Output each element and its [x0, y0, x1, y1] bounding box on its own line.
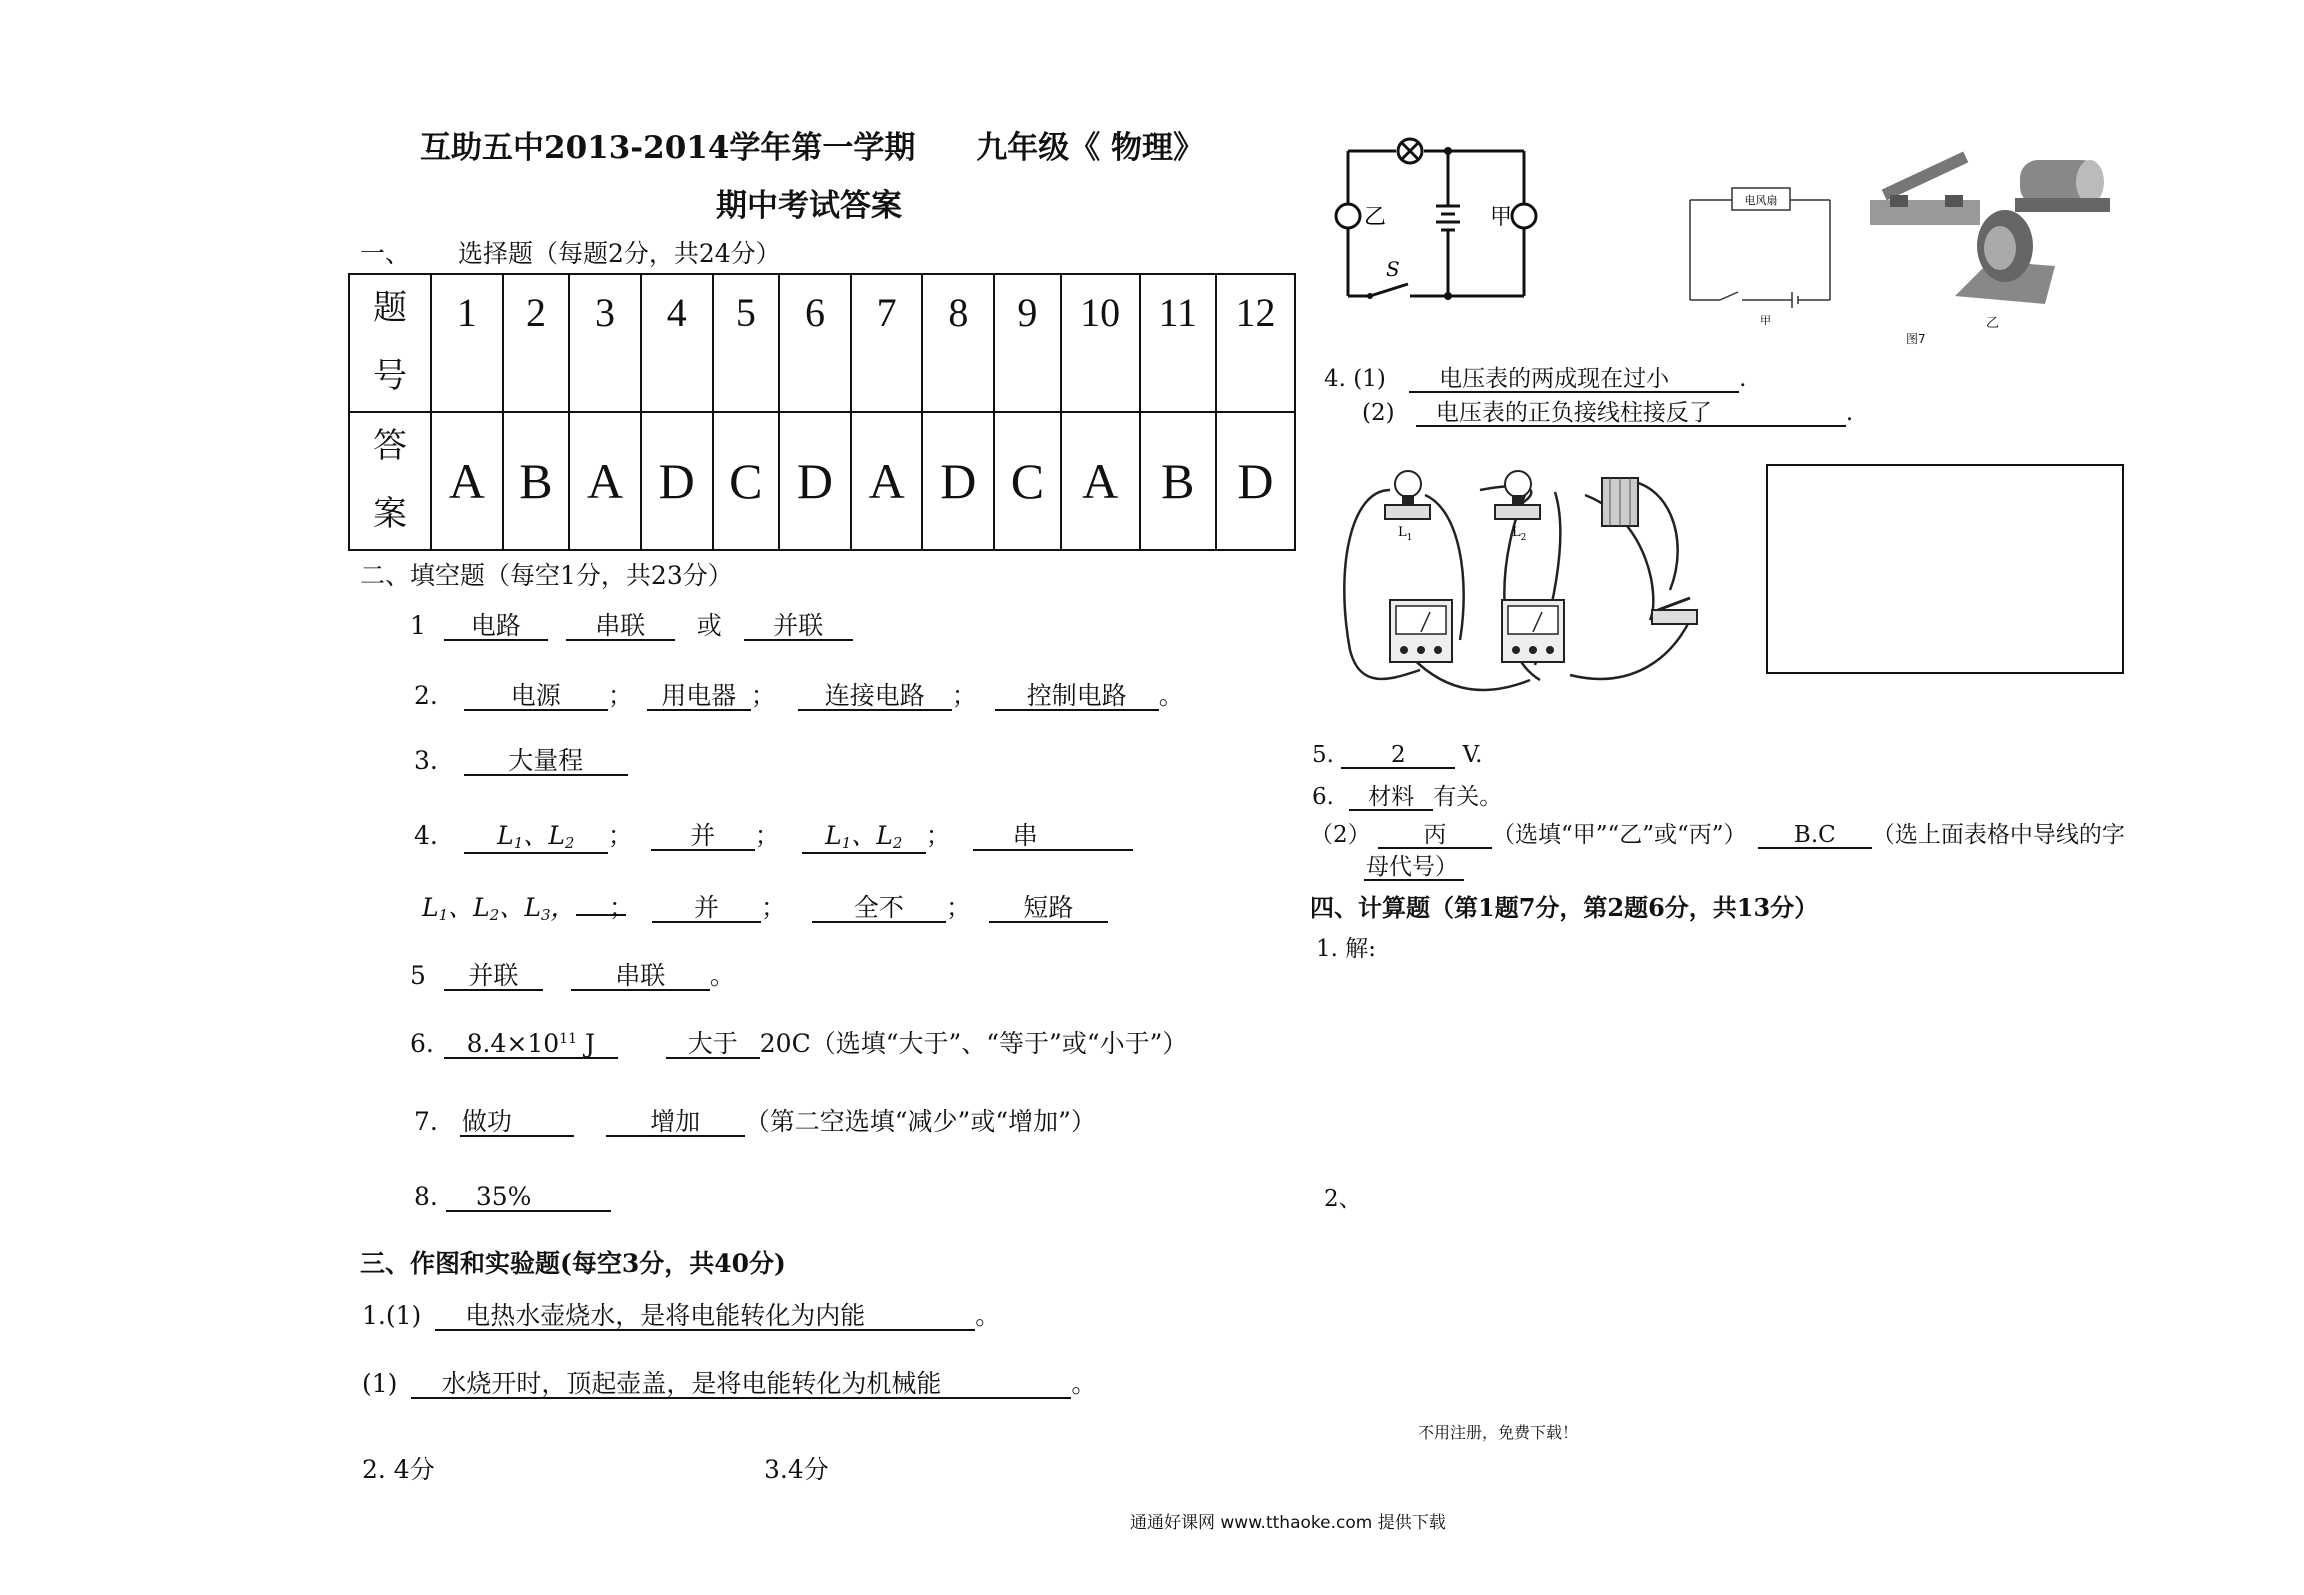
question-number: 12 [1216, 274, 1295, 412]
lamp-label-l: L [1512, 525, 1521, 540]
lamp-icon [1398, 139, 1422, 163]
q-sep: 或 [696, 611, 722, 640]
q6-suffix: 有关。 [1433, 784, 1503, 810]
exp-q2: 2. 4分 [362, 1455, 435, 1484]
q-num: 5 [410, 961, 426, 990]
answer-blank: 串联 [566, 613, 675, 641]
semicolon: ； [760, 893, 786, 922]
period: 。 [1071, 1369, 1097, 1398]
q-num: 6. [1312, 784, 1334, 810]
label-s: S [1386, 257, 1400, 281]
voltmeter-left-icon [1390, 600, 1452, 662]
photo-fan [1950, 196, 2060, 306]
exp-q1b [362, 1364, 1096, 1400]
question-number: 3 [569, 274, 641, 412]
answer-blank: 电热水壶烧水，是将电能转化为内能 [435, 1303, 975, 1331]
question-number: 9 [994, 274, 1061, 412]
q-num: 4. [414, 821, 438, 850]
energy-base: 8.4×10 [466, 1029, 560, 1058]
l-sub: 1 [513, 834, 524, 852]
l-sub: 2 [892, 834, 903, 852]
l-letter: L [497, 821, 514, 850]
semicolon: ； [609, 893, 635, 922]
right-q6-2 [1310, 816, 2125, 849]
title-subject: 九年级《 物理》 [976, 130, 1205, 166]
section1-title: 选择题（每题2分，共24分） [457, 239, 781, 268]
fill-q8 [414, 1182, 611, 1212]
fan-circuit-jia: 甲 [1760, 314, 1771, 327]
section3-heading: 三、作图和实验题(每空3分，共40分) [360, 1249, 786, 1278]
lamp-label-sub: 2 [1520, 533, 1527, 543]
q6-2-note: （选填“甲”“乙”或“丙”） [1491, 822, 1747, 848]
semicolon: ； [754, 821, 780, 850]
q-num: 4. (1) [1324, 366, 1386, 392]
section1-num: 一、 [360, 239, 411, 268]
l-letter: L [825, 821, 842, 850]
answer-blank: 水烧开时，顶起壶盖，是将电能转化为机械能 [411, 1371, 1071, 1399]
answer-blank: 大于 [666, 1031, 760, 1059]
answer-blank: 2 [1341, 743, 1455, 769]
answer-cell: C [994, 412, 1061, 550]
note-cont: 母代号） [1364, 855, 1464, 881]
answer-blank-l1l2 [464, 823, 608, 854]
l-letter: L [548, 821, 565, 850]
l-sep: 、 [851, 821, 877, 850]
answer-blank: 串联 [571, 963, 710, 991]
l-sub: 1 [841, 834, 852, 852]
meter-yi-icon [1336, 204, 1360, 228]
q-num: (2) [1362, 400, 1395, 426]
semicolon: ； [750, 681, 776, 710]
answer-cell: D [922, 412, 994, 550]
circuit-diagram [1328, 136, 1558, 306]
q6-2-note2: （选上面表格中导线的字 [1871, 822, 2125, 848]
period: . [1845, 400, 1854, 426]
answer-blank: 材料 [1349, 785, 1433, 811]
header-label-1: 题 [373, 290, 407, 327]
semicolon: ； [607, 821, 633, 850]
page-title [420, 122, 1204, 167]
answer-cell: D [1216, 412, 1295, 550]
calc-q1: 1. 解: [1316, 936, 1377, 962]
fill-q2 [414, 676, 1184, 712]
answer-blank-energy [444, 1031, 618, 1059]
title-school: 互助五中2013-2014学年第一学期 [420, 130, 916, 166]
label-yi: 乙 [1364, 205, 1387, 230]
answer-cell: A [431, 412, 503, 550]
unit: V. [1462, 742, 1483, 768]
semicolon: ； [945, 893, 971, 922]
section4-heading: 四、计算题（第1题7分，第2题6分，共13分） [1310, 893, 1819, 922]
answer-table [348, 273, 1296, 551]
bulb-l1-icon [1385, 471, 1430, 519]
page-subtitle: 期中考试答案 [716, 188, 902, 224]
answer-blank: 大量程 [464, 748, 628, 776]
answer-cell: A [1061, 412, 1140, 550]
right-q4-2 [1362, 400, 1853, 427]
question-number: 4 [641, 274, 713, 412]
page-footer: 通通好课网 www.tthaoke.com 提供下载 [1130, 1513, 1446, 1533]
comma: ， [550, 893, 576, 922]
energy-exp: 11 [559, 1031, 577, 1047]
fan-circuit-diagram [1680, 180, 1840, 330]
period: . [1739, 366, 1747, 392]
question-number: 5 [713, 274, 780, 412]
answer-blank: B.C [1758, 823, 1872, 849]
question-number: 11 [1140, 274, 1216, 412]
l-sub: 1 [438, 906, 449, 924]
answer-blank: 连接电路 [798, 683, 952, 711]
answer-blank: 并 [651, 823, 755, 851]
question-number: 10 [1061, 274, 1140, 412]
exp-q1a [362, 1296, 1000, 1332]
table-answer-label [349, 412, 431, 550]
q-num: 1.(1) [362, 1301, 422, 1330]
label-jia: 甲 [1490, 205, 1513, 230]
answer-blank: 电路 [444, 613, 548, 641]
answer-blank-l1l2 [802, 823, 926, 854]
section1-heading [360, 234, 781, 270]
question-number: 8 [922, 274, 994, 412]
answer-cell: D [641, 412, 713, 550]
answer-cell: A [569, 412, 641, 550]
lamp-label-l: L [1398, 525, 1407, 540]
energy-unit: J [584, 1029, 595, 1058]
q-num: 6. [410, 1029, 434, 1058]
answer-cell: D [779, 412, 851, 550]
svg-text:L1 [1398, 525, 1412, 543]
section2-heading: 二、填空题（每空1分，共23分） [360, 561, 733, 590]
question-number: 6 [779, 274, 851, 412]
l-sub: 2 [489, 906, 500, 924]
answer-label-1: 答 [373, 428, 407, 465]
q-num: 3. [414, 746, 438, 775]
q-num: 1 [410, 611, 426, 640]
l-sep: 、 [499, 893, 525, 922]
apparatus-diagram [1330, 450, 1730, 725]
q6-note: 20C（选填“大于”、“等于”或“小于”） [759, 1029, 1188, 1058]
answer-blank: 丙 [1378, 823, 1492, 849]
right-q5 [1312, 742, 1482, 769]
q-num: (1) [362, 1369, 398, 1398]
fan-label: 电风扇 [1744, 194, 1778, 207]
question-number: 1 [431, 274, 503, 412]
ammeter-right-icon [1502, 600, 1564, 662]
answer-blank-l1l2l3 [420, 895, 609, 924]
fill-q4 [414, 816, 1133, 854]
answer-blank: 控制电路 [995, 683, 1159, 711]
exp-q3: 3.4分 [764, 1455, 829, 1484]
photo-label-yi: 乙 [1986, 316, 2000, 331]
answer-blank: 串 [973, 823, 1133, 851]
answer-blank: 并联 [444, 963, 543, 991]
l-sub: 3 [540, 906, 551, 924]
answer-blank: 电压表的两成现在过小 [1409, 367, 1739, 393]
q-num: 8. [414, 1182, 438, 1211]
period: 。 [1158, 681, 1184, 710]
answer-blank: 35% [446, 1184, 611, 1212]
l-sub: 2 [564, 834, 575, 852]
semicolon: ； [607, 681, 633, 710]
switch-icon [1652, 598, 1697, 624]
answer-blank: 电源 [464, 683, 608, 711]
q-num: 7. [414, 1107, 438, 1136]
answer-blank: 并联 [744, 613, 853, 641]
lamp-label-sub: 1 [1406, 533, 1413, 543]
fill-q5 [410, 956, 735, 992]
answer-blank: 短路 [989, 895, 1108, 923]
drawing-answer-box [1766, 464, 2124, 674]
calc-q2: 2、 [1324, 1186, 1362, 1212]
free-download-note: 不用注册，免费下载！ [1418, 1423, 1579, 1442]
answer-blank: 并 [652, 895, 761, 923]
l-sep: 、 [448, 893, 474, 922]
l-letter: L [876, 821, 893, 850]
q-num: 2. [414, 681, 438, 710]
question-number: 2 [503, 274, 570, 412]
semicolon: ； [951, 681, 977, 710]
answer-blank: 电压表的正负接线柱接反了 [1416, 401, 1846, 427]
header-label-2: 号 [373, 358, 407, 395]
table-header-label [349, 274, 431, 412]
q7-note: （第二空选填“减少”或“增加”） [744, 1107, 1096, 1136]
right-q4-1 [1324, 366, 1746, 393]
l-letter: L [524, 893, 541, 922]
fill-q1 [410, 606, 853, 642]
fill-q7 [414, 1102, 1096, 1138]
l-letter: L [422, 893, 439, 922]
answer-cell: B [1140, 412, 1216, 550]
answer-label-2: 案 [373, 496, 407, 533]
photo-label-fig: 图7 [1906, 332, 1926, 346]
q-num: （2） [1310, 822, 1371, 848]
l-sep: 、 [523, 821, 549, 850]
fill-q6 [410, 1024, 1187, 1060]
semicolon: ； [925, 821, 951, 850]
bulb-l2-icon [1495, 471, 1540, 519]
q-num: 5. [1312, 742, 1334, 768]
answer-blank: 增加 [606, 1109, 745, 1137]
period: 。 [975, 1301, 1001, 1330]
answer-cell: A [851, 412, 923, 550]
answer-cell: C [713, 412, 780, 550]
answer-blank: 用电器 [647, 683, 751, 711]
question-number: 7 [851, 274, 923, 412]
fill-q3 [414, 746, 628, 776]
right-q6 [1312, 778, 1502, 811]
period: 。 [709, 961, 735, 990]
l-letter: L [473, 893, 490, 922]
battery-icon [1602, 478, 1638, 526]
answer-cell: B [503, 412, 570, 550]
answer-blank: 全不 [812, 895, 946, 923]
svg-text:L2 [1512, 525, 1526, 543]
fill-q4-cont [420, 888, 1108, 924]
right-q6-2-cont [1364, 854, 1464, 881]
answer-blank: 做功 [460, 1109, 574, 1137]
meter-jia-icon [1512, 204, 1536, 228]
